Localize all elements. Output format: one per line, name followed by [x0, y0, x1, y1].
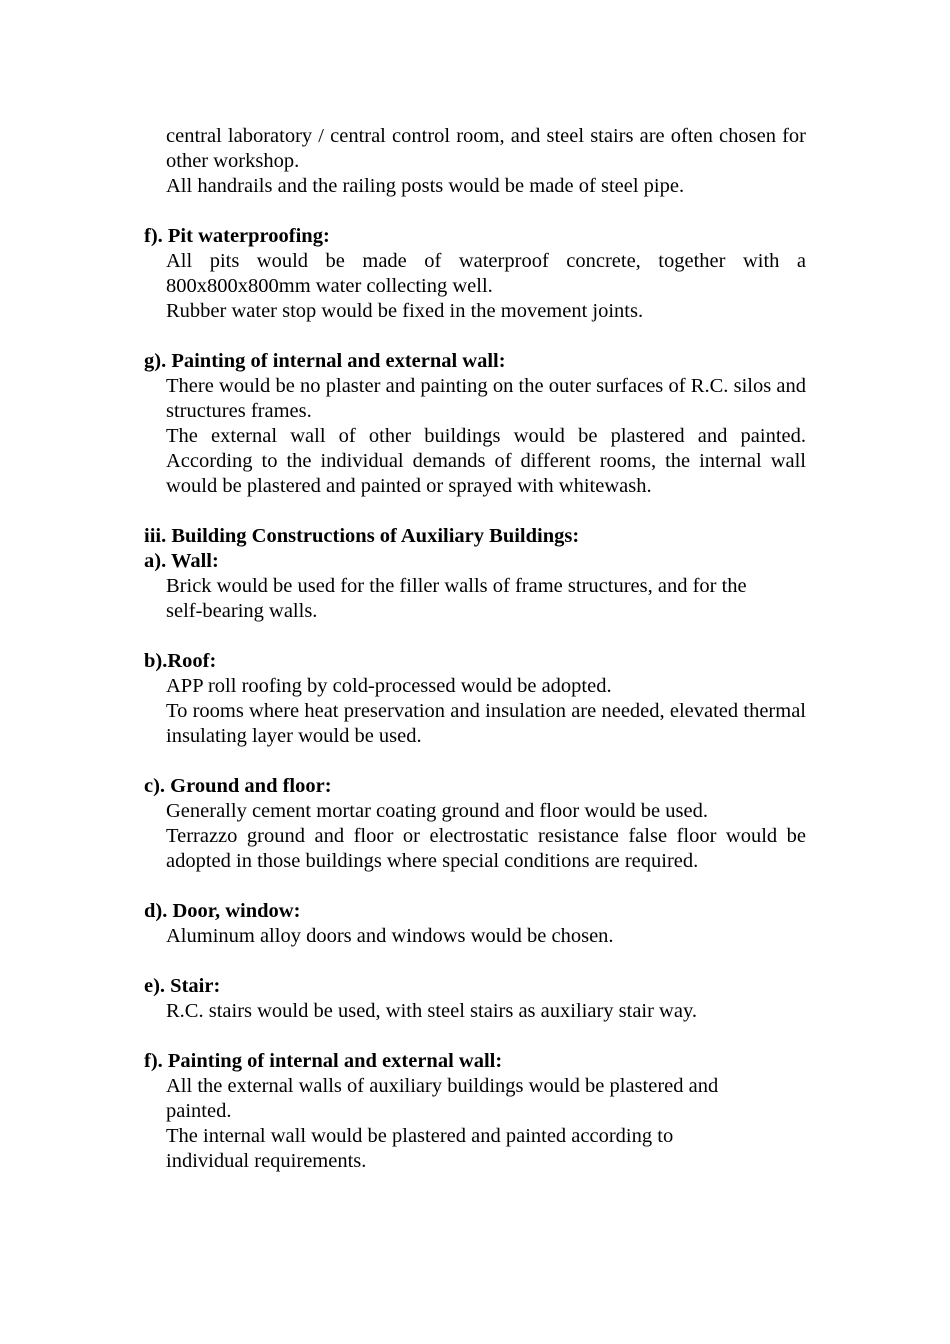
spacer — [144, 874, 806, 899]
wall-block — [144, 574, 806, 624]
stair-heading: e). Stair: — [144, 975, 221, 997]
painting-main-paragraph-1: There would be no plaster and painting on the outer surfaces of R.C. silos and structures frames. — [166, 375, 806, 422]
spacer — [144, 624, 806, 649]
ground-floor-paragraph-1: Generally cement mortar coating ground and floor would be used. — [166, 800, 708, 822]
auxiliary-painting-paragraph-1-line-2: painted. — [166, 1100, 232, 1122]
spacer — [144, 749, 806, 774]
intro-paragraph-1: central laboratory / central control room, and steel stairs are often chosen for other workshop. — [166, 125, 806, 172]
ground-floor-heading: c). Ground and floor: — [144, 775, 332, 797]
intro-paragraph-2: All handrails and the railing posts would be made of steel pipe. — [166, 175, 685, 197]
spacer — [144, 499, 806, 524]
wall-paragraph-line-2: self-bearing walls. — [166, 600, 318, 622]
pit-waterproofing-heading: f). Pit waterproofing: — [144, 225, 330, 247]
wall-heading: a). Wall: — [144, 550, 219, 572]
auxiliary-painting-paragraph-2-line-1: The internal wall would be plastered and painted according to — [166, 1125, 674, 1147]
roof-block — [144, 674, 806, 749]
stair-block — [144, 999, 806, 1024]
door-window-paragraph-1: Aluminum alloy doors and windows would be chosen. — [166, 925, 614, 947]
auxiliary-painting-paragraph-2-line-2: individual requirements. — [166, 1150, 367, 1172]
auxiliary-painting-block — [144, 1074, 806, 1174]
wall-paragraph-line-1: Brick would be used for the filler walls of frame structures, and for the — [166, 575, 747, 597]
ground-floor-paragraph-2: Terrazzo ground and floor or electrostatic resistance false floor would be adopted in those buildings where special conditions are required. — [166, 825, 806, 872]
roof-paragraph-2: To rooms where heat preservation and insulation are needed, elevated thermal insulating layer would be used. — [166, 700, 806, 747]
intro-block — [144, 124, 806, 199]
spacer — [144, 324, 806, 349]
painting-main-paragraph-2: The external wall of other buildings would be plastered and painted. According to the individual demands of different rooms, the internal wall would be plastered and painted or sprayed with whitewash. — [166, 425, 806, 497]
door-window-heading: d). Door, window: — [144, 900, 301, 922]
pit-waterproofing-paragraph-1: All pits would be made of waterproof concrete, together with a 800x800x800mm water collecting well. — [166, 250, 806, 297]
page-content — [144, 124, 806, 1174]
pit-waterproofing-block — [144, 249, 806, 324]
auxiliary-painting-heading: f). Painting of internal and external wall: — [144, 1050, 503, 1072]
auxiliary-section-heading: iii. Building Constructions of Auxiliary Buildings: — [144, 525, 580, 547]
pit-waterproofing-paragraph-2: Rubber water stop would be fixed in the movement joints. — [166, 300, 644, 322]
auxiliary-painting-paragraph-1-line-1: All the external walls of auxiliary buildings would be plastered and — [166, 1075, 719, 1097]
door-window-block — [144, 924, 806, 949]
spacer — [144, 1024, 806, 1049]
roof-paragraph-1: APP roll roofing by cold-processed would be adopted. — [166, 675, 612, 697]
ground-floor-block — [144, 799, 806, 874]
painting-main-block — [144, 374, 806, 499]
painting-main-heading: g). Painting of internal and external wall: — [144, 350, 506, 372]
spacer — [144, 949, 806, 974]
roof-heading: b).Roof: — [144, 650, 217, 672]
spacer — [144, 199, 806, 224]
stair-paragraph-1: R.C. stairs would be used, with steel stairs as auxiliary stair way. — [166, 1000, 698, 1022]
